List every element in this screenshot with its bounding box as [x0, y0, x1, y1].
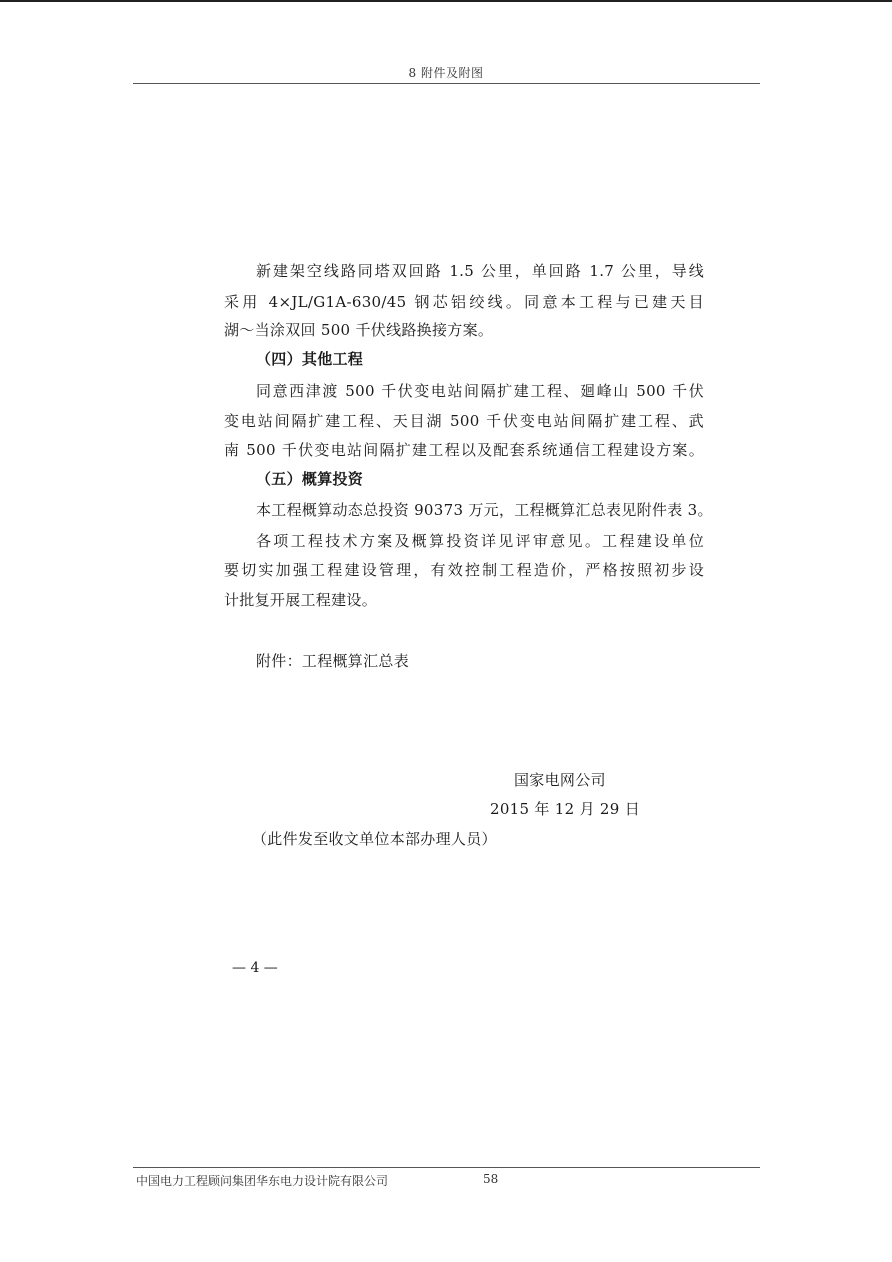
- body-line: 新建架空线路同塔双回路 1.5 公里，单回路 1.7 公里，导线: [256, 262, 704, 280]
- header-rule: [133, 83, 760, 84]
- footer-page-number: 58: [483, 1172, 499, 1186]
- body-line: 变电站间隔扩建工程、天目湖 500 千伏变电站间隔扩建工程、武: [224, 412, 704, 430]
- distribution-note: （此件发至收文单位本部办理人员）: [252, 830, 497, 848]
- body-line: 计批复开展工程建设。: [224, 591, 378, 609]
- issue-date: 2015 年 12 月 29 日: [490, 800, 640, 818]
- footer-company: 中国电力工程顾问集团华东电力设计院有限公司: [136, 1174, 389, 1188]
- section-heading-other: （四）其他工程: [256, 350, 364, 368]
- body-line: 各项工程技术方案及概算投资详见评审意见。工程建设单位: [256, 532, 704, 550]
- body-line: 本工程概算动态总投资 90373 万元，工程概算汇总表见附件表 3。: [256, 501, 713, 519]
- body-line: 采用 4×JL/G1A-630/45 钢芯铝绞线。同意本工程与已建天目: [224, 293, 704, 311]
- top-border: [0, 0, 892, 2]
- body-line: 同意西津渡 500 千伏变电站间隔扩建工程、廻峰山 500 千伏: [256, 382, 704, 400]
- body-line: 南 500 千伏变电站间隔扩建工程以及配套系统通信工程建设方案。: [224, 441, 704, 459]
- body-line: 要切实加强工程建设管理，有效控制工程造价，严格按照初步设: [224, 561, 704, 579]
- header-title: 8 附件及附图: [408, 66, 484, 80]
- attachment-note: 附件：工程概算汇总表: [256, 652, 410, 670]
- page-number: — 4 —: [232, 960, 278, 976]
- body-line: 湖～当涂双回 500 千伏线路换接方案。: [224, 321, 494, 339]
- footer-rule: [133, 1167, 760, 1168]
- section-heading-investment: （五）概算投资: [256, 470, 364, 488]
- issuing-organization: 国家电网公司: [514, 771, 606, 789]
